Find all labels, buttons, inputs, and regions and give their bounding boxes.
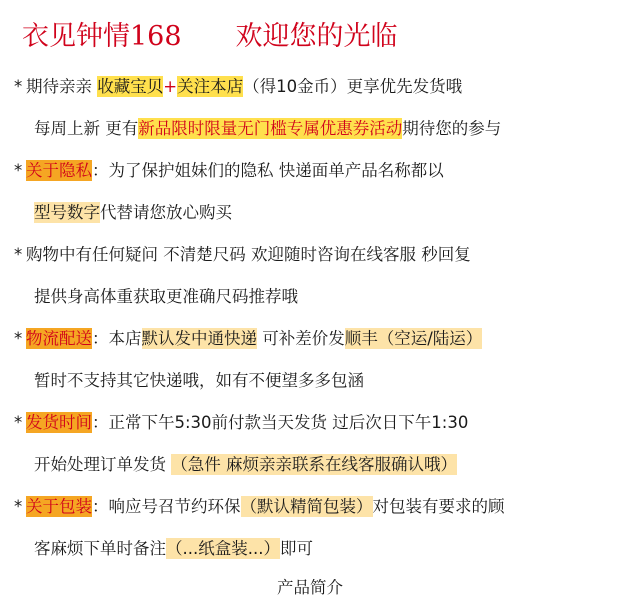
notice-line-12 bbox=[34, 537, 313, 561]
text: 对包装有要求的顾 bbox=[372, 497, 505, 516]
bullet-star: * bbox=[14, 329, 23, 348]
text: ：本店 bbox=[92, 329, 142, 348]
text: （得10金币）更享优先发货哦 bbox=[243, 77, 463, 96]
text: 代替请您放心购买 bbox=[100, 203, 232, 222]
text: 即可 bbox=[279, 539, 313, 558]
text: 可补差价发 bbox=[257, 329, 345, 348]
favorite-highlight: 收藏宝贝 bbox=[97, 77, 164, 96]
urgent-order-highlight: （急件 麻烦亲亲联系在线客服确认哦） bbox=[171, 455, 457, 474]
packaging-label: 关于包装 bbox=[26, 497, 92, 516]
shop-title bbox=[22, 14, 398, 53]
notice-line-4 bbox=[34, 201, 232, 225]
text: 提供身高体重获取更准确尺码推荐哦 bbox=[34, 287, 298, 306]
text: 开始处理订单发货 bbox=[34, 455, 172, 474]
delivery-time-label: 发货时间 bbox=[26, 413, 92, 432]
text: 购物中有任何疑问 不清楚尺码 欢迎随时咨询在线客服 秒回复 bbox=[26, 245, 471, 264]
default-courier-highlight: 默认发中通快递 bbox=[141, 329, 257, 348]
notice-line-5 bbox=[14, 243, 471, 267]
notice-line-2 bbox=[34, 117, 501, 141]
text: ：响应号召节约环保 bbox=[92, 497, 241, 516]
text: 期待亲亲 bbox=[26, 77, 98, 96]
plus-sign: + bbox=[163, 77, 178, 96]
simple-packaging-highlight: （默认精简包装） bbox=[240, 497, 373, 516]
sf-express-highlight: 顺丰（空运/陆运） bbox=[344, 329, 483, 348]
notice-line-10 bbox=[34, 453, 457, 477]
privacy-label: 关于隐私 bbox=[26, 161, 92, 180]
shipping-label: 物流配送 bbox=[26, 329, 92, 348]
notice-line-9 bbox=[14, 411, 468, 435]
bullet-star: * bbox=[14, 161, 23, 180]
model-number-highlight: 型号数字 bbox=[34, 203, 100, 222]
coupon-highlight: 新品限时限量无门槛专属优惠券活动 bbox=[138, 119, 403, 138]
welcome-text: 欢迎您的光临 bbox=[235, 21, 398, 52]
text: 客麻烦下单时备注 bbox=[34, 539, 166, 558]
bullet-star: * bbox=[14, 497, 23, 516]
bullet-star: * bbox=[14, 245, 23, 264]
bullet-star: * bbox=[14, 77, 23, 96]
notice-line-8 bbox=[34, 369, 364, 393]
notice-line-6 bbox=[34, 285, 298, 309]
notice-line-11 bbox=[14, 495, 505, 519]
text: 期待您的参与 bbox=[402, 119, 502, 138]
notice-line-7 bbox=[14, 327, 482, 351]
text: ：为了保护姐妹们的隐私 快递面单产品名称都以 bbox=[92, 161, 444, 180]
shop-name: 衣见钟情168 bbox=[22, 21, 182, 52]
follow-shop-highlight: 关注本店 bbox=[177, 77, 244, 96]
text: 每周上新 更有 bbox=[34, 119, 139, 138]
text: ：正常下午5:30前付款当天发货 过后次日下午1:30 bbox=[92, 413, 469, 432]
notice-line-3 bbox=[14, 159, 444, 183]
text: 暂时不支持其它快递哦，如有不便望多多包涵 bbox=[34, 371, 364, 390]
product-intro-heading: 产品简介 bbox=[277, 578, 343, 597]
notice-line-1 bbox=[14, 75, 462, 99]
carton-note-highlight: （...纸盒装...） bbox=[166, 539, 280, 558]
bullet-star: * bbox=[14, 413, 23, 432]
